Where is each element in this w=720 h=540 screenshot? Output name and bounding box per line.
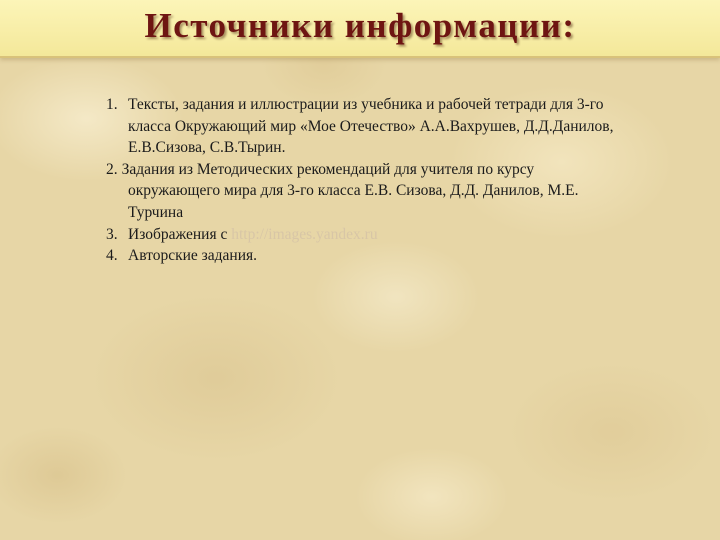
item-number: 3. <box>106 225 118 243</box>
item-text: Задания из Методических рекомендаций для учителя по курсу окружающего мира для 3-го класса Е.В. Сизова, Д.Д. Данилов, М.Е. Турчина <box>121 160 579 221</box>
item-text: Авторские задания. <box>128 247 258 265</box>
item-text: Тексты, задания и иллюстрации из учебника и рабочей тетради для 3-го класса Окружающий мир «Мое Отечество» А.А.Вахрушев, Д.Д.Данилов, Е.В.Сизова, С.В.Тырин. <box>128 96 614 157</box>
list-item <box>106 245 626 267</box>
list-item <box>106 94 626 159</box>
item-number: 4. <box>106 247 118 265</box>
item-text: Изображения с <box>128 225 232 243</box>
list-item <box>106 159 626 224</box>
list-item <box>106 224 626 246</box>
slide-title: Источники информации: <box>144 6 576 45</box>
title-bar <box>0 0 720 58</box>
sources-list <box>106 94 626 267</box>
item-number: 2. <box>106 160 118 178</box>
images-link[interactable]: http://images.yandex.ru <box>231 225 378 243</box>
item-number: 1. <box>106 96 118 113</box>
